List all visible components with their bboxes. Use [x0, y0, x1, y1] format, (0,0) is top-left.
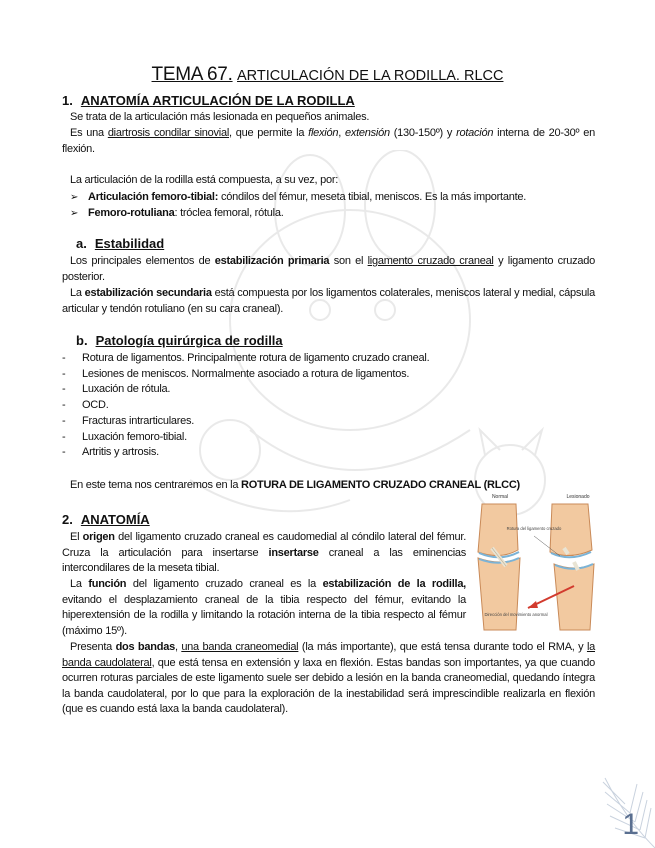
sa-paragraph-1: Los principales elementos de estabilización primaria son el ligamento cruzado craneal y ligamento cruzado posterior. [62, 255, 596, 283]
s1-paragraph-1: Se trata de la articulación más lesionada en pequeños animales. [70, 111, 370, 123]
list-item: - Luxación femoro-tibial. [62, 430, 187, 443]
list-item: - Luxación de rótula. [62, 383, 171, 396]
s2-paragraph-2: La función del ligamento cruzado craneal es la estabilización de la rodilla, evitando el desplazamiento craneal de la tibia respecto del fémur, evitando la hiperextensión de la rodilla y limitando la rotación interna de la tibia respecto al fémur (máximo 15º). [62, 578, 466, 637]
s2-paragraph-1: El origen del ligamento cruzado craneal es caudomedial al cóndilo lateral del fémur. Cruza la articulación para insertarse insertarse craneal a las eminencias intercondilares de la meseta tibial. [62, 531, 467, 575]
page-title [0, 64, 655, 86]
feather-decoration [585, 768, 655, 848]
knee-injured [550, 504, 594, 630]
section-1-heading: 1. ANATOMÍA ARTICULACIÓN DE LA RODILLA [62, 93, 355, 108]
list-item: ➢ Articulación femoro-tibial: cóndilos del fémur, meseta tibial, meniscos. Es la más importante. [70, 191, 527, 203]
s1-bullet-list [70, 190, 526, 221]
figure-label-normal: Normal [491, 494, 509, 500]
focus-statement: En este tema nos centraremos en la ROTURA DE LIGAMENTO CRUZADO CRANEAL (RLCC) [70, 479, 520, 491]
page-number: 1 [622, 808, 639, 841]
section-2-heading: 2. ANATOMÍA [62, 512, 150, 527]
figure-label-direction: Dirección del movimiento anormal [484, 612, 548, 617]
title-main: TEMA 67. [151, 64, 233, 85]
list-item: - Artritis y artrosis. [62, 446, 159, 459]
list-item: - Lesiones de meniscos. Normalmente asociado a rotura de ligamentos. [62, 367, 410, 380]
s1-paragraph-2: Es una diartrosis condilar sinovial, que permite la flexión, extensión (130-150º) y rotación interna de 20-30º en flexión. [62, 127, 595, 155]
figure-label-rotura: Rotura del ligamento cruzado [506, 526, 562, 531]
section-b-heading: b. Patología quirúrgica de rodilla [76, 333, 283, 348]
s2-paragraph-3: Presenta dos bandas, una banda craneomedial (la más importante), que está tensa durante todo el RMA, y la banda caudolateral, que está tensa en extensión y laxa en flexión. Estas bandas son importantes, ya que cuando ocurren roturas parciales de este ligamento suele ser debido a lesión en la banda craneomedial, quedando íntegra la banda caudolateral, por lo que para la exploración de la inestabilidad será imprescindible realizarla en flexión (que es cuando está laxa la banda caudolateral). [62, 641, 596, 716]
figure-label-lesion: Lesionado [566, 494, 590, 500]
list-item: - Fracturas intrarticulares. [62, 414, 195, 427]
s1-paragraph-3: La articulación de la rodilla está compuesta, a su vez, por: [70, 174, 339, 186]
sa-paragraph-2: La estabilización secundaria está compuesta por los ligamentos colaterales, meniscos lateral y medial, cápsula articular y tendón rotuliano (en su cara craneal). [62, 287, 595, 315]
section-a-heading: a. Estabilidad [76, 236, 165, 251]
list-item: - OCD. [62, 399, 109, 412]
pathology-list [62, 351, 429, 461]
list-item: - Rotura de ligamentos. Principalmente rotura de ligamento cruzado craneal. [62, 352, 430, 364]
list-item: ➢ Femoro-rotuliana: tróclea femoral, rótula. [70, 206, 284, 219]
title-sub: ARTICULACIÓN DE LA RODILLA. RLCC [237, 68, 504, 84]
knee-ligament-figure [470, 490, 600, 633]
